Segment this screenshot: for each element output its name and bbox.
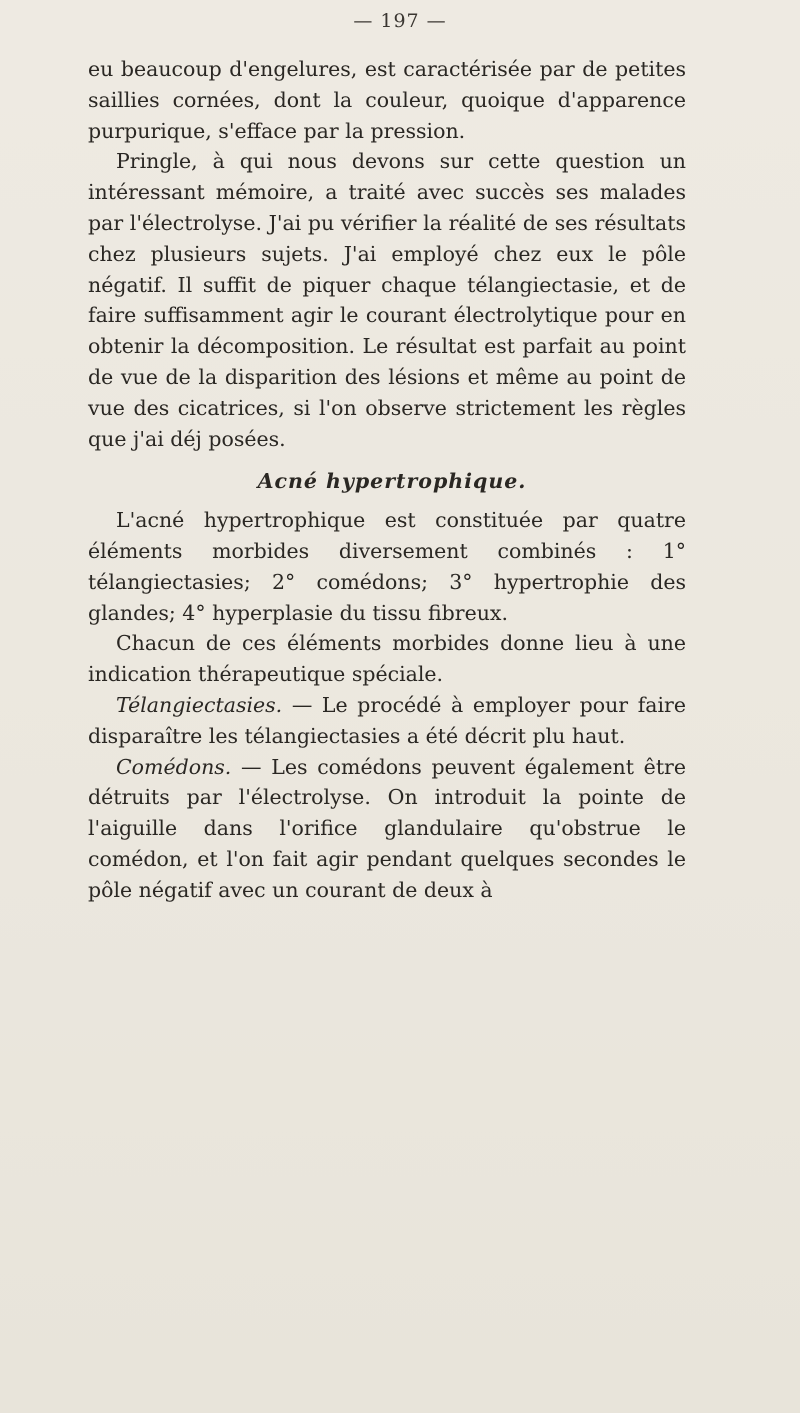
term-telangiectasies: Télangiectasies. bbox=[116, 692, 283, 717]
paragraph-comedons bbox=[88, 752, 686, 906]
paragraph-acne-definition: L'acné hypertrophique est constituée par quatre éléments morbides diversement combinés : 1° télangiectasies; 2° comédons; 3° hypertrophie des glandes; 4° hyperplasie du tissu fibreux. bbox=[88, 508, 686, 625]
paragraph-indication: Chacun de ces éléments morbides donne lieu à une indication thérapeutique spéciale. bbox=[88, 631, 686, 687]
page-number: — 197 — bbox=[353, 10, 447, 32]
text-comedons: — Les comédons peuvent également être détruits par l'électrolyse. On introduit la pointe de l'aiguille dans l'orifice glandulaire qu'obstrue le comédon, et l'on fait agir pendant quelques secondes le pôle négatif avec un courant de deux à bbox=[88, 754, 686, 902]
term-comedons: Comédons. bbox=[116, 754, 232, 779]
text-telangiectasies: — Le procédé à employer pour faire disparaître les télangiectasies a été décrit plu haut. bbox=[88, 692, 686, 748]
body-text bbox=[88, 54, 686, 906]
paragraph-telangiectasies bbox=[88, 690, 686, 752]
paragraph-engelures: eu beaucoup d'engelures, est caractérisée par de petites saillies cornées, dont la couleur, quoique d'apparence purpurique, s'efface par la pression. bbox=[88, 57, 686, 143]
section-heading-acne: Acné hypertrophique. bbox=[257, 469, 527, 494]
paragraph-pringle: Pringle, à qui nous devons sur cette question un intéressant mémoire, a traité avec succès ses malades par l'électrolyse. J'ai pu vérifier la réalité de ses résultats chez plusieurs sujets. J'ai employé chez eux le pôle négatif. Il suffit de piquer chaque télangiectasie, et de faire suffisamment agir le courant électrolytique pour en obtenir la décomposition. Le résultat est parfait au point de vue de la disparition des lésions et même au point de vue des cicatrices, si l'on observe strictement les règles que j'ai déj posées. bbox=[88, 149, 686, 451]
